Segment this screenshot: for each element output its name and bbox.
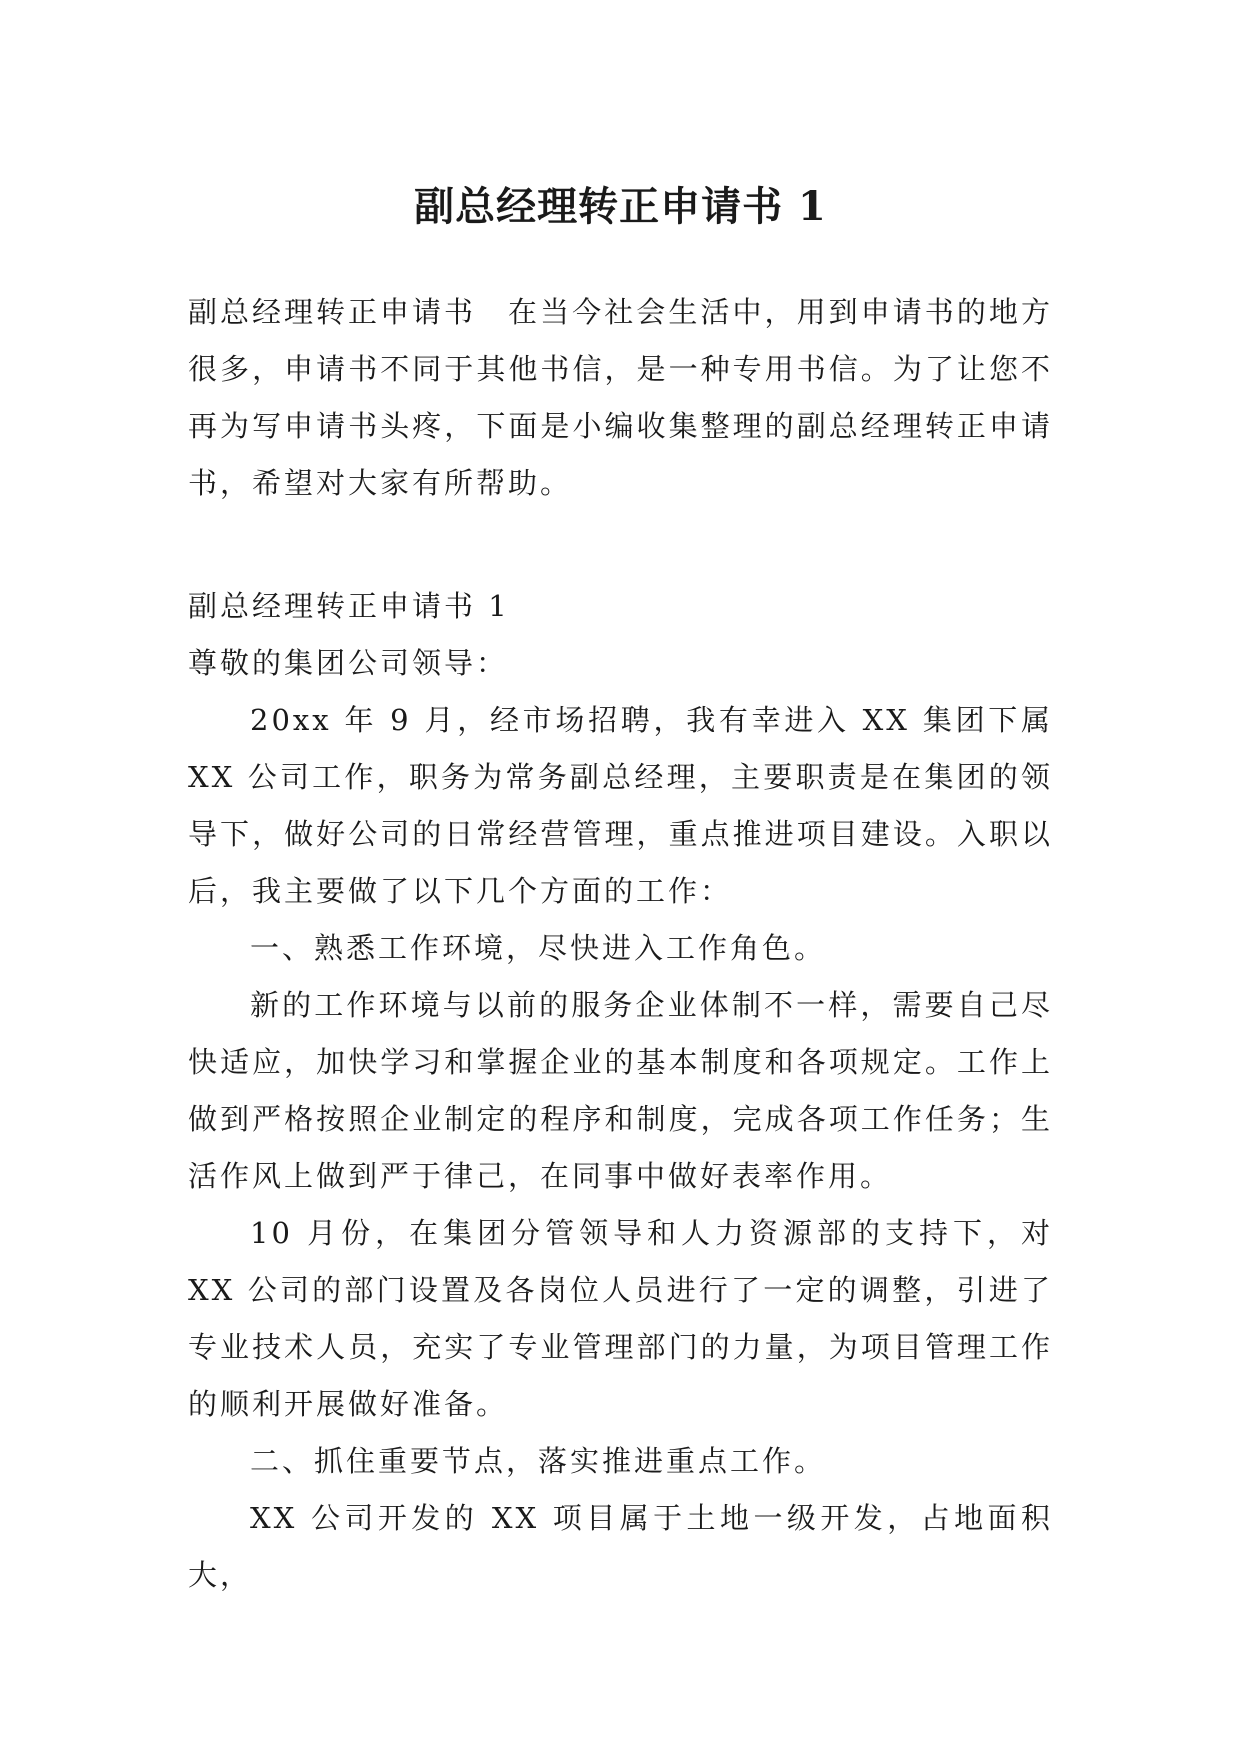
heading-one: 一、熟悉工作环境，尽快进入工作角色。 [250,931,827,965]
intro-lead: 副总经理转正申请书 [188,295,477,329]
letter-body [188,578,1053,1604]
heading-two: 二、抓住重要节点，落实推进重点工作。 [250,1444,827,1478]
paragraph-october: 10 月份，在集团分管领导和人力资源部的支持下，对 XX 公司的部门设置及各岗位人员进行了一定的调整，引进了专业技术人员，充实了专业管理部门的力量，为项目管理工作的顺利开展做好准备。 [188,1216,1053,1421]
intro-block [188,284,1053,512]
paragraph-intro: 20xx 年 9 月，经市场招聘，我有幸进入 XX 集团下属 XX 公司工作，职务为常务副总经理，主要职责是在集团的领导下，做好公司的日常经营管理，重点推进项目建设。入职以后，我主要做了以下几个方面的工作： [188,703,1053,908]
section-title: 副总经理转正申请书 1 [188,589,510,623]
paragraph-environment: 新的工作环境与以前的服务企业体制不一样，需要自己尽快适应，加快学习和掌握企业的基本制度和各项规定。工作上做到严格按照企业制定的程序和制度，完成各项工作任务；生活作风上做到严于律己，在同事中做好表率作用。 [188,988,1053,1193]
document-title: 副总经理转正申请书 1 [414,182,827,230]
salutation: 尊敬的集团公司领导： [188,646,509,680]
intro-paragraph [188,284,1053,512]
intro-text: 在当今社会生活中，用到申请书的地方很多，申请书不同于其他书信，是一种专用书信。为了让您不再为写申请书头疼，下面是小编收集整理的副总经理转正申请书，希望对大家有所帮助。 [188,295,1053,500]
paragraph-project: XX 公司开发的 XX 项目属于土地一级开发，占地面积大， [188,1501,1053,1592]
